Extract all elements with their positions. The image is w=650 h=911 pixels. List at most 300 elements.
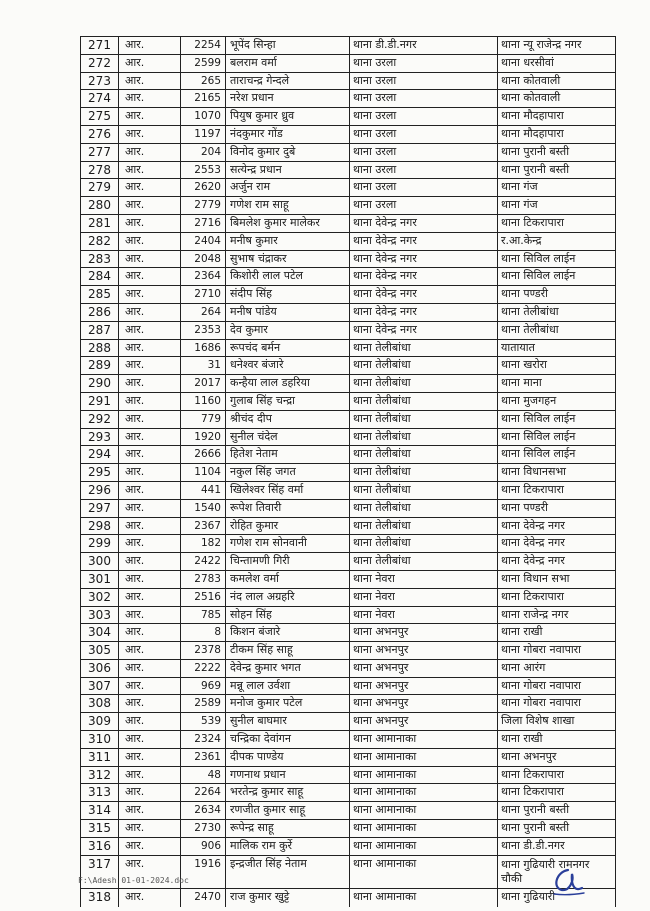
badge-number-cell: 2264 — [181, 784, 226, 802]
employee-name-cell: बलराम वर्मा — [226, 54, 350, 72]
table-row — [81, 72, 616, 90]
badge-number-cell: 2353 — [181, 321, 226, 339]
employee-name-cell: चन्द्रिका देवांगन — [226, 731, 350, 749]
table-row — [81, 535, 616, 553]
new-posting-cell: थाना न्यू राजेन्द्र नगर — [498, 37, 616, 55]
employee-name-cell: सुनील चंदेल — [226, 428, 350, 446]
rank-cell: आर. — [119, 232, 181, 250]
table-row — [81, 214, 616, 232]
badge-number-cell: 1686 — [181, 339, 226, 357]
rank-cell: आर. — [119, 464, 181, 482]
employee-name-cell: कमलेश वर्मा — [226, 570, 350, 588]
new-posting-cell: थाना विधान सभा — [498, 570, 616, 588]
current-posting-cell: थाना उरला — [350, 54, 498, 72]
badge-number-cell: 1540 — [181, 499, 226, 517]
table-row — [81, 659, 616, 677]
new-posting-cell: थाना सिविल लाईन — [498, 446, 616, 464]
new-posting-cell: थाना सिविल लाईन — [498, 428, 616, 446]
badge-number-cell: 2404 — [181, 232, 226, 250]
signature — [548, 862, 588, 898]
badge-number-cell: 2730 — [181, 820, 226, 838]
current-posting-cell: थाना आमानाका — [350, 766, 498, 784]
serial-number-cell: 282 — [81, 232, 119, 250]
new-posting-cell: थाना पण्डरी — [498, 286, 616, 304]
rank-cell: आर. — [119, 410, 181, 428]
current-posting-cell: थाना अभनपुर — [350, 659, 498, 677]
new-posting-cell: थाना पुरानी बस्ती — [498, 820, 616, 838]
table-row — [81, 695, 616, 713]
employee-name-cell: मालिक राम कुर्रे — [226, 837, 350, 855]
employee-name-cell: मनीष पांडेय — [226, 303, 350, 321]
rank-cell: आर. — [119, 642, 181, 660]
badge-number-cell: 2710 — [181, 286, 226, 304]
rank-cell: आर. — [119, 713, 181, 731]
serial-number-cell: 311 — [81, 748, 119, 766]
new-posting-cell: थाना टिकरापारा — [498, 214, 616, 232]
rank-cell: आर. — [119, 250, 181, 268]
rank-cell: आर. — [119, 375, 181, 393]
current-posting-cell: थाना अभनपुर — [350, 695, 498, 713]
rank-cell: आर. — [119, 855, 181, 888]
current-posting-cell: थाना उरला — [350, 125, 498, 143]
current-posting-cell: थाना देवेन्द्र नगर — [350, 268, 498, 286]
badge-number-cell: 2361 — [181, 748, 226, 766]
employee-name-cell: भूपेंद सिन्हा — [226, 37, 350, 55]
employee-name-cell: गुलाब सिंह चन्द्रा — [226, 392, 350, 410]
employee-name-cell: रूपेन्द्र साहू — [226, 820, 350, 838]
serial-number-cell: 297 — [81, 499, 119, 517]
serial-number-cell: 304 — [81, 624, 119, 642]
employee-name-cell: टीकम सिंह साहू — [226, 642, 350, 660]
employee-name-cell: राज कुमार खुट्टे — [226, 888, 350, 907]
table-row — [81, 286, 616, 304]
table-row — [81, 232, 616, 250]
file-path-footer: F:\Adesh 01-01-2024.doc — [78, 876, 189, 885]
rank-cell: आर. — [119, 446, 181, 464]
badge-number-cell: 2378 — [181, 642, 226, 660]
current-posting-cell: थाना उरला — [350, 179, 498, 197]
rank-cell: आर. — [119, 37, 181, 55]
table-row — [81, 143, 616, 161]
employee-name-cell: संदीप सिंह — [226, 286, 350, 304]
current-posting-cell: थाना उरला — [350, 108, 498, 126]
badge-number-cell: 2716 — [181, 214, 226, 232]
serial-number-cell: 281 — [81, 214, 119, 232]
badge-number-cell: 8 — [181, 624, 226, 642]
rank-cell: आर. — [119, 286, 181, 304]
table-row — [81, 624, 616, 642]
badge-number-cell: 2165 — [181, 90, 226, 108]
employee-name-cell: सुभाष चंद्राकर — [226, 250, 350, 268]
employee-name-cell: हितेश नेताम — [226, 446, 350, 464]
new-posting-cell: थाना देवेन्द्र नगर — [498, 553, 616, 571]
employee-name-cell: बिमलेश कुमार मालेकर — [226, 214, 350, 232]
serial-number-cell: 298 — [81, 517, 119, 535]
serial-number-cell: 276 — [81, 125, 119, 143]
serial-number-cell: 295 — [81, 464, 119, 482]
serial-number-cell: 289 — [81, 357, 119, 375]
current-posting-cell: थाना नेवरा — [350, 588, 498, 606]
rank-cell: आर. — [119, 214, 181, 232]
current-posting-cell: थाना तेलीबांधा — [350, 464, 498, 482]
rank-cell: आर. — [119, 339, 181, 357]
badge-number-cell: 2222 — [181, 659, 226, 677]
table-row — [81, 321, 616, 339]
new-posting-cell: थाना विधानसभा — [498, 464, 616, 482]
table-row — [81, 642, 616, 660]
serial-number-cell: 315 — [81, 820, 119, 838]
new-posting-cell: थाना आरंग — [498, 659, 616, 677]
new-posting-cell: थाना गोबरा नवापारा — [498, 677, 616, 695]
badge-number-cell: 2364 — [181, 268, 226, 286]
current-posting-cell: थाना देवेन्द्र नगर — [350, 303, 498, 321]
new-posting-cell: थाना टिकरापारा — [498, 481, 616, 499]
table-row — [81, 464, 616, 482]
rank-cell: आर. — [119, 731, 181, 749]
table-row — [81, 375, 616, 393]
current-posting-cell: थाना उरला — [350, 90, 498, 108]
serial-number-cell: 316 — [81, 837, 119, 855]
employee-name-cell: देवेन्द्र कुमार भगत — [226, 659, 350, 677]
table-row — [81, 802, 616, 820]
serial-number-cell: 290 — [81, 375, 119, 393]
employee-name-cell: चिन्तामणी गिरी — [226, 553, 350, 571]
table-row — [81, 784, 616, 802]
table-row — [81, 820, 616, 838]
new-posting-cell: थाना अभनपुर — [498, 748, 616, 766]
employee-name-cell: नरेश प्रधान — [226, 90, 350, 108]
serial-number-cell: 273 — [81, 72, 119, 90]
rank-cell: आर. — [119, 588, 181, 606]
employee-name-cell: मनीष कुमार — [226, 232, 350, 250]
new-posting-cell: थाना खरोरा — [498, 357, 616, 375]
current-posting-cell: थाना तेलीबांधा — [350, 553, 498, 571]
table-row — [81, 54, 616, 72]
serial-number-cell: 300 — [81, 553, 119, 571]
rank-cell: आर. — [119, 72, 181, 90]
badge-number-cell: 2470 — [181, 888, 226, 907]
serial-number-cell: 307 — [81, 677, 119, 695]
employee-name-cell: धनेश्वर बंजारे — [226, 357, 350, 375]
employee-name-cell: नंद लाल अग्रहरि — [226, 588, 350, 606]
badge-number-cell: 2589 — [181, 695, 226, 713]
current-posting-cell: थाना देवेन्द्र नगर — [350, 321, 498, 339]
current-posting-cell: थाना तेलीबांधा — [350, 375, 498, 393]
table-row — [81, 766, 616, 784]
employee-name-cell: दीपक पाण्डेय — [226, 748, 350, 766]
transfer-list-page — [80, 36, 616, 907]
new-posting-cell: थाना राखी — [498, 731, 616, 749]
serial-number-cell: 301 — [81, 570, 119, 588]
new-posting-cell: थाना कोतवाली — [498, 72, 616, 90]
serial-number-cell: 278 — [81, 161, 119, 179]
serial-number-cell: 302 — [81, 588, 119, 606]
serial-number-cell: 303 — [81, 606, 119, 624]
current-posting-cell: थाना देवेन्द्र नगर — [350, 232, 498, 250]
serial-number-cell: 288 — [81, 339, 119, 357]
table-row — [81, 268, 616, 286]
badge-number-cell: 2422 — [181, 553, 226, 571]
serial-number-cell: 280 — [81, 197, 119, 215]
serial-number-cell: 296 — [81, 481, 119, 499]
new-posting-cell: थाना गुढियारी रामनगर चौकी — [498, 855, 616, 888]
serial-number-cell: 287 — [81, 321, 119, 339]
rank-cell: आर. — [119, 802, 181, 820]
rank-cell: आर. — [119, 268, 181, 286]
serial-number-cell: 286 — [81, 303, 119, 321]
new-posting-cell: थाना गंज — [498, 179, 616, 197]
rank-cell: आर. — [119, 481, 181, 499]
new-posting-cell: थाना कोतवाली — [498, 90, 616, 108]
serial-number-cell: 310 — [81, 731, 119, 749]
current-posting-cell: थाना आमानाका — [350, 888, 498, 907]
table-row — [81, 161, 616, 179]
new-posting-cell: थाना राजेन्द्र नगर — [498, 606, 616, 624]
current-posting-cell: थाना उरला — [350, 161, 498, 179]
rank-cell: आर. — [119, 784, 181, 802]
current-posting-cell: थाना उरला — [350, 143, 498, 161]
table-row — [81, 250, 616, 268]
table-row — [81, 713, 616, 731]
table-row — [81, 428, 616, 446]
badge-number-cell: 1070 — [181, 108, 226, 126]
rank-cell: आर. — [119, 677, 181, 695]
table-row — [81, 731, 616, 749]
new-posting-cell: थाना टिकरापारा — [498, 588, 616, 606]
employee-name-cell: कन्हैया लाल डहरिया — [226, 375, 350, 393]
new-posting-cell: थाना तेलीबांधा — [498, 321, 616, 339]
new-posting-cell: थाना देवेन्द्र नगर — [498, 517, 616, 535]
new-posting-cell: थाना सिविल लाईन — [498, 410, 616, 428]
badge-number-cell: 204 — [181, 143, 226, 161]
rank-cell: आर. — [119, 606, 181, 624]
serial-number-cell: 306 — [81, 659, 119, 677]
rank-cell: आर. — [119, 321, 181, 339]
badge-number-cell: 779 — [181, 410, 226, 428]
badge-number-cell: 48 — [181, 766, 226, 784]
rank-cell: आर. — [119, 161, 181, 179]
badge-number-cell: 2516 — [181, 588, 226, 606]
rank-cell: आर. — [119, 837, 181, 855]
badge-number-cell: 2254 — [181, 37, 226, 55]
employee-name-cell: रूपेश तिवारी — [226, 499, 350, 517]
badge-number-cell: 441 — [181, 481, 226, 499]
new-posting-cell: थाना तेलीबांधा — [498, 303, 616, 321]
badge-number-cell: 2599 — [181, 54, 226, 72]
badge-number-cell: 2783 — [181, 570, 226, 588]
new-posting-cell: थाना पुरानी बस्ती — [498, 161, 616, 179]
new-posting-cell: थाना पण्डरी — [498, 499, 616, 517]
employee-name-cell: मन्नू लाल उर्वशा — [226, 677, 350, 695]
current-posting-cell: थाना अभनपुर — [350, 677, 498, 695]
new-posting-cell: थाना गुढियारी — [498, 888, 616, 907]
table-row — [81, 410, 616, 428]
table-row — [81, 357, 616, 375]
badge-number-cell: 785 — [181, 606, 226, 624]
new-posting-cell: यातायात — [498, 339, 616, 357]
rank-cell: आर. — [119, 766, 181, 784]
table-row — [81, 553, 616, 571]
serial-number-cell: 318 — [81, 888, 119, 907]
table-row — [81, 108, 616, 126]
rank-cell: आर. — [119, 125, 181, 143]
badge-number-cell: 2666 — [181, 446, 226, 464]
table-row — [81, 517, 616, 535]
rank-cell: आर. — [119, 197, 181, 215]
rank-cell: आर. — [119, 535, 181, 553]
badge-number-cell: 182 — [181, 535, 226, 553]
new-posting-cell: थाना टिकरापारा — [498, 766, 616, 784]
employee-name-cell: विनोद कुमार दुबे — [226, 143, 350, 161]
current-posting-cell: थाना नेवरा — [350, 606, 498, 624]
table-row — [81, 303, 616, 321]
badge-number-cell: 1916 — [181, 855, 226, 888]
badge-number-cell: 906 — [181, 837, 226, 855]
current-posting-cell: थाना तेलीबांधा — [350, 535, 498, 553]
table-row — [81, 748, 616, 766]
rank-cell: आर. — [119, 748, 181, 766]
rank-cell: आर. — [119, 888, 181, 907]
serial-number-cell: 277 — [81, 143, 119, 161]
employee-name-cell: खिलेश्वर सिंह वर्मा — [226, 481, 350, 499]
employee-name-cell: इन्द्रजीत सिंह नेताम — [226, 855, 350, 888]
rank-cell: आर. — [119, 820, 181, 838]
employee-name-cell: रोहित कुमार — [226, 517, 350, 535]
current-posting-cell: थाना तेलीबांधा — [350, 517, 498, 535]
table-body — [81, 37, 616, 907]
badge-number-cell: 31 — [181, 357, 226, 375]
serial-number-cell: 279 — [81, 179, 119, 197]
rank-cell: आर. — [119, 428, 181, 446]
current-posting-cell: थाना अभनपुर — [350, 713, 498, 731]
current-posting-cell: थाना तेलीबांधा — [350, 446, 498, 464]
current-posting-cell: थाना आमानाका — [350, 802, 498, 820]
current-posting-cell: थाना नेवरा — [350, 570, 498, 588]
current-posting-cell: थाना तेलीबांधा — [350, 410, 498, 428]
new-posting-cell: थाना मौदहापारा — [498, 125, 616, 143]
rank-cell: आर. — [119, 108, 181, 126]
rank-cell: आर. — [119, 90, 181, 108]
serial-number-cell: 299 — [81, 535, 119, 553]
employee-name-cell: पियुष कुमार ध्रुव — [226, 108, 350, 126]
serial-number-cell: 275 — [81, 108, 119, 126]
badge-number-cell: 1197 — [181, 125, 226, 143]
badge-number-cell: 969 — [181, 677, 226, 695]
new-posting-cell: र.आ.केन्द्र — [498, 232, 616, 250]
employee-name-cell: गणेश राम साहू — [226, 197, 350, 215]
table-row — [81, 392, 616, 410]
table-row — [81, 90, 616, 108]
serial-number-cell: 309 — [81, 713, 119, 731]
badge-number-cell: 2779 — [181, 197, 226, 215]
table-row — [81, 125, 616, 143]
new-posting-cell: थाना डी.डी.नगर — [498, 837, 616, 855]
table-row — [81, 570, 616, 588]
current-posting-cell: थाना आमानाका — [350, 820, 498, 838]
badge-number-cell: 2553 — [181, 161, 226, 179]
employee-name-cell: मनोज कुमार पटेल — [226, 695, 350, 713]
serial-number-cell: 291 — [81, 392, 119, 410]
employee-name-cell: श्रीचंद दीप — [226, 410, 350, 428]
badge-number-cell: 1920 — [181, 428, 226, 446]
current-posting-cell: थाना डी.डी.नगर — [350, 37, 498, 55]
serial-number-cell: 271 — [81, 37, 119, 55]
employee-name-cell: रूपचंद बर्मन — [226, 339, 350, 357]
rank-cell: आर. — [119, 143, 181, 161]
current-posting-cell: थाना आमानाका — [350, 837, 498, 855]
table-row — [81, 837, 616, 855]
current-posting-cell: थाना देवेन्द्र नगर — [350, 286, 498, 304]
current-posting-cell: थाना अभनपुर — [350, 642, 498, 660]
badge-number-cell: 264 — [181, 303, 226, 321]
badge-number-cell: 2048 — [181, 250, 226, 268]
current-posting-cell: थाना उरला — [350, 72, 498, 90]
rank-cell: आर. — [119, 695, 181, 713]
new-posting-cell: थाना गंज — [498, 197, 616, 215]
rank-cell: आर. — [119, 553, 181, 571]
serial-number-cell: 312 — [81, 766, 119, 784]
badge-number-cell: 539 — [181, 713, 226, 731]
rank-cell: आर. — [119, 499, 181, 517]
new-posting-cell: थाना माना — [498, 375, 616, 393]
rank-cell: आर. — [119, 570, 181, 588]
rank-cell: आर. — [119, 179, 181, 197]
table-row — [81, 888, 616, 907]
employee-name-cell: सुनील बाघमार — [226, 713, 350, 731]
badge-number-cell: 2017 — [181, 375, 226, 393]
employee-name-cell: गणनाथ प्रधान — [226, 766, 350, 784]
employee-name-cell: सत्येन्द्र प्रधान — [226, 161, 350, 179]
employee-name-cell: ताराचन्द्र गेन्दले — [226, 72, 350, 90]
new-posting-cell: थाना पुरानी बस्ती — [498, 802, 616, 820]
table-row — [81, 481, 616, 499]
serial-number-cell: 283 — [81, 250, 119, 268]
badge-number-cell: 2324 — [181, 731, 226, 749]
serial-number-cell: 294 — [81, 446, 119, 464]
serial-number-cell: 284 — [81, 268, 119, 286]
employee-name-cell: किशोरी लाल पटेल — [226, 268, 350, 286]
new-posting-cell: थाना गोबरा नवापारा — [498, 642, 616, 660]
current-posting-cell: थाना तेलीबांधा — [350, 499, 498, 517]
rank-cell: आर. — [119, 624, 181, 642]
new-posting-cell: थाना मुजगहन — [498, 392, 616, 410]
serial-number-cell: 305 — [81, 642, 119, 660]
serial-number-cell: 308 — [81, 695, 119, 713]
table-row — [81, 37, 616, 55]
table-row — [81, 499, 616, 517]
serial-number-cell: 317 — [81, 855, 119, 888]
badge-number-cell: 1104 — [181, 464, 226, 482]
current-posting-cell: थाना देवेन्द्र नगर — [350, 250, 498, 268]
table-row — [81, 606, 616, 624]
new-posting-cell: थाना टिकरापारा — [498, 784, 616, 802]
current-posting-cell: थाना आमानाका — [350, 731, 498, 749]
current-posting-cell: थाना तेलीबांधा — [350, 392, 498, 410]
table-row — [81, 179, 616, 197]
employee-name-cell: नंदकुमार गोंड — [226, 125, 350, 143]
new-posting-cell: थाना पुरानी बस्ती — [498, 143, 616, 161]
badge-number-cell: 2620 — [181, 179, 226, 197]
table-row — [81, 197, 616, 215]
table-row — [81, 339, 616, 357]
rank-cell: आर. — [119, 303, 181, 321]
current-posting-cell: थाना तेलीबांधा — [350, 428, 498, 446]
current-posting-cell: थाना तेलीबांधा — [350, 481, 498, 499]
new-posting-cell: थाना राखी — [498, 624, 616, 642]
current-posting-cell: थाना आमानाका — [350, 784, 498, 802]
employee-name-cell: देव कुमार — [226, 321, 350, 339]
employee-name-cell: रणजीत कुमार साहू — [226, 802, 350, 820]
